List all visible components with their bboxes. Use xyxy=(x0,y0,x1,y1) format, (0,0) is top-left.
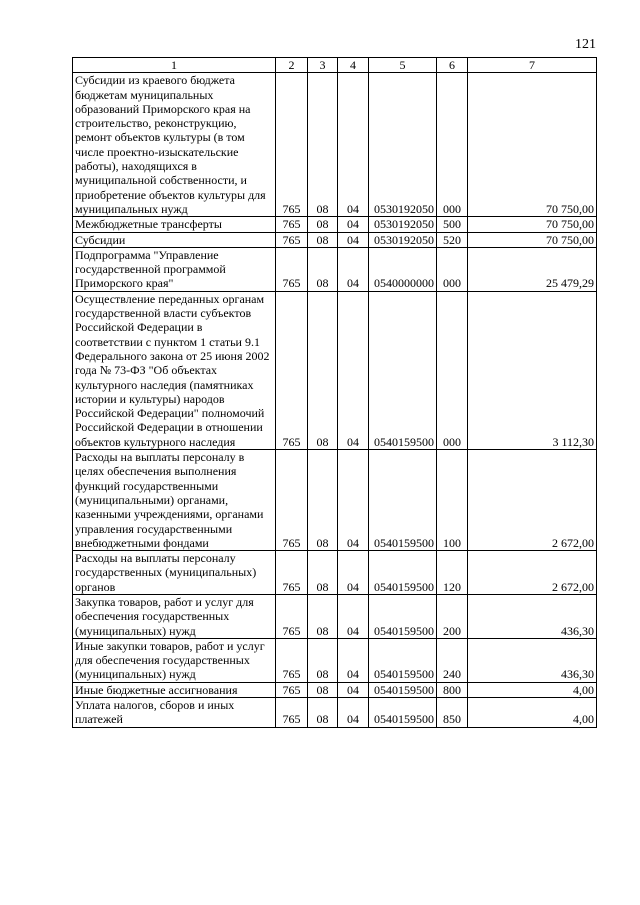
row-expense-type: 000 xyxy=(437,73,468,217)
row-target-item: 0540159500 xyxy=(369,698,437,728)
row-name: Субсидии из краевого бюджета бюджетам муниципальных образований Приморского края на строительство, реконструкцию, ремонт объектов культуры (в том числе проектно-изыскательские работы), находящихся в муниципальной собственности, и приобретение объектов культуры для муниципальных нужд xyxy=(73,73,276,217)
row-subsection: 04 xyxy=(338,551,369,595)
row-gr: 765 xyxy=(276,698,308,728)
table-row xyxy=(73,638,597,682)
row-section: 08 xyxy=(308,217,338,232)
row-subsection: 04 xyxy=(338,450,369,551)
row-section: 08 xyxy=(308,73,338,217)
row-amount: 70 750,00 xyxy=(468,73,597,217)
col-header: 2 xyxy=(276,58,308,73)
row-expense-type: 850 xyxy=(437,698,468,728)
table-row xyxy=(73,682,597,697)
row-gr: 765 xyxy=(276,73,308,217)
col-header: 7 xyxy=(468,58,597,73)
table-row xyxy=(73,450,597,551)
row-target-item: 0530192050 xyxy=(369,73,437,217)
col-header: 6 xyxy=(437,58,468,73)
table-row xyxy=(73,291,597,449)
row-expense-type: 240 xyxy=(437,638,468,682)
row-target-item: 0540159500 xyxy=(369,682,437,697)
table-row xyxy=(73,73,597,217)
row-amount: 25 479,29 xyxy=(468,247,597,291)
row-section: 08 xyxy=(308,594,338,638)
row-subsection: 04 xyxy=(338,232,369,247)
table-row xyxy=(73,594,597,638)
row-name: Расходы на выплаты персоналу в целях обеспечения выполнения функций государственными (муниципальными) органами, казенными учреждениями, органами управления государственными внебюджетными фондами xyxy=(73,450,276,551)
row-amount: 70 750,00 xyxy=(468,232,597,247)
row-target-item: 0540159500 xyxy=(369,594,437,638)
row-name: Иные бюджетные ассигнования xyxy=(73,682,276,697)
col-header: 3 xyxy=(308,58,338,73)
table-row xyxy=(73,551,597,595)
row-name: Уплата налогов, сборов и иных платежей xyxy=(73,698,276,728)
row-name: Подпрограмма "Управление государственной программой Приморского края" xyxy=(73,247,276,291)
row-target-item: 0540159500 xyxy=(369,291,437,449)
row-subsection: 04 xyxy=(338,594,369,638)
row-expense-type: 100 xyxy=(437,450,468,551)
row-subsection: 04 xyxy=(338,682,369,697)
page-number: 121 xyxy=(575,37,596,52)
row-section: 08 xyxy=(308,638,338,682)
row-expense-type: 000 xyxy=(437,247,468,291)
table-row xyxy=(73,698,597,728)
row-gr: 765 xyxy=(276,217,308,232)
row-target-item: 0540159500 xyxy=(369,638,437,682)
row-gr: 765 xyxy=(276,682,308,697)
row-amount: 2 672,00 xyxy=(468,450,597,551)
row-subsection: 04 xyxy=(338,638,369,682)
row-target-item: 0540159500 xyxy=(369,551,437,595)
row-target-item: 0530192050 xyxy=(369,217,437,232)
row-amount: 4,00 xyxy=(468,698,597,728)
table-row xyxy=(73,217,597,232)
row-gr: 765 xyxy=(276,247,308,291)
row-gr: 765 xyxy=(276,232,308,247)
row-name: Иные закупки товаров, работ и услуг для обеспечения государственных (муниципальных) нужд xyxy=(73,638,276,682)
row-section: 08 xyxy=(308,232,338,247)
col-header: 4 xyxy=(338,58,369,73)
row-target-item: 0540159500 xyxy=(369,450,437,551)
row-subsection: 04 xyxy=(338,291,369,449)
col-header: 5 xyxy=(369,58,437,73)
row-subsection: 04 xyxy=(338,698,369,728)
row-expense-type: 520 xyxy=(437,232,468,247)
row-name: Осуществление переданных органам государственной власти субъектов Российской Федерации в соответствии с пунктом 1 статьи 9.1 Федерального закона от 25 июня 2002 года № 73-ФЗ "Об объектах культурного наследия (памятниках истории и культуры) народов Российской Федерации" полномочий Российской Федерации в отношении объектов культурного наследия xyxy=(73,291,276,449)
row-gr: 765 xyxy=(276,638,308,682)
row-amount: 70 750,00 xyxy=(468,217,597,232)
header-row xyxy=(73,58,597,73)
row-amount: 436,30 xyxy=(468,594,597,638)
row-amount: 436,30 xyxy=(468,638,597,682)
row-target-item: 0540000000 xyxy=(369,247,437,291)
row-gr: 765 xyxy=(276,291,308,449)
row-section: 08 xyxy=(308,291,338,449)
row-section: 08 xyxy=(308,698,338,728)
row-gr: 765 xyxy=(276,551,308,595)
budget-table xyxy=(72,57,597,728)
row-gr: 765 xyxy=(276,450,308,551)
row-name: Межбюджетные трансферты xyxy=(73,217,276,232)
row-expense-type: 120 xyxy=(437,551,468,595)
row-expense-type: 000 xyxy=(437,291,468,449)
table-row xyxy=(73,247,597,291)
row-section: 08 xyxy=(308,551,338,595)
row-amount: 4,00 xyxy=(468,682,597,697)
row-amount: 3 112,30 xyxy=(468,291,597,449)
row-subsection: 04 xyxy=(338,73,369,217)
row-name: Закупка товаров, работ и услуг для обеспечения государственных (муниципальных) нужд xyxy=(73,594,276,638)
row-section: 08 xyxy=(308,682,338,697)
row-expense-type: 800 xyxy=(437,682,468,697)
row-section: 08 xyxy=(308,247,338,291)
row-amount: 2 672,00 xyxy=(468,551,597,595)
row-subsection: 04 xyxy=(338,247,369,291)
row-section: 08 xyxy=(308,450,338,551)
row-gr: 765 xyxy=(276,594,308,638)
col-header: 1 xyxy=(73,58,276,73)
table-row xyxy=(73,232,597,247)
row-name: Расходы на выплаты персоналу государственных (муниципальных) органов xyxy=(73,551,276,595)
row-expense-type: 500 xyxy=(437,217,468,232)
row-target-item: 0530192050 xyxy=(369,232,437,247)
row-name: Субсидии xyxy=(73,232,276,247)
row-expense-type: 200 xyxy=(437,594,468,638)
row-subsection: 04 xyxy=(338,217,369,232)
